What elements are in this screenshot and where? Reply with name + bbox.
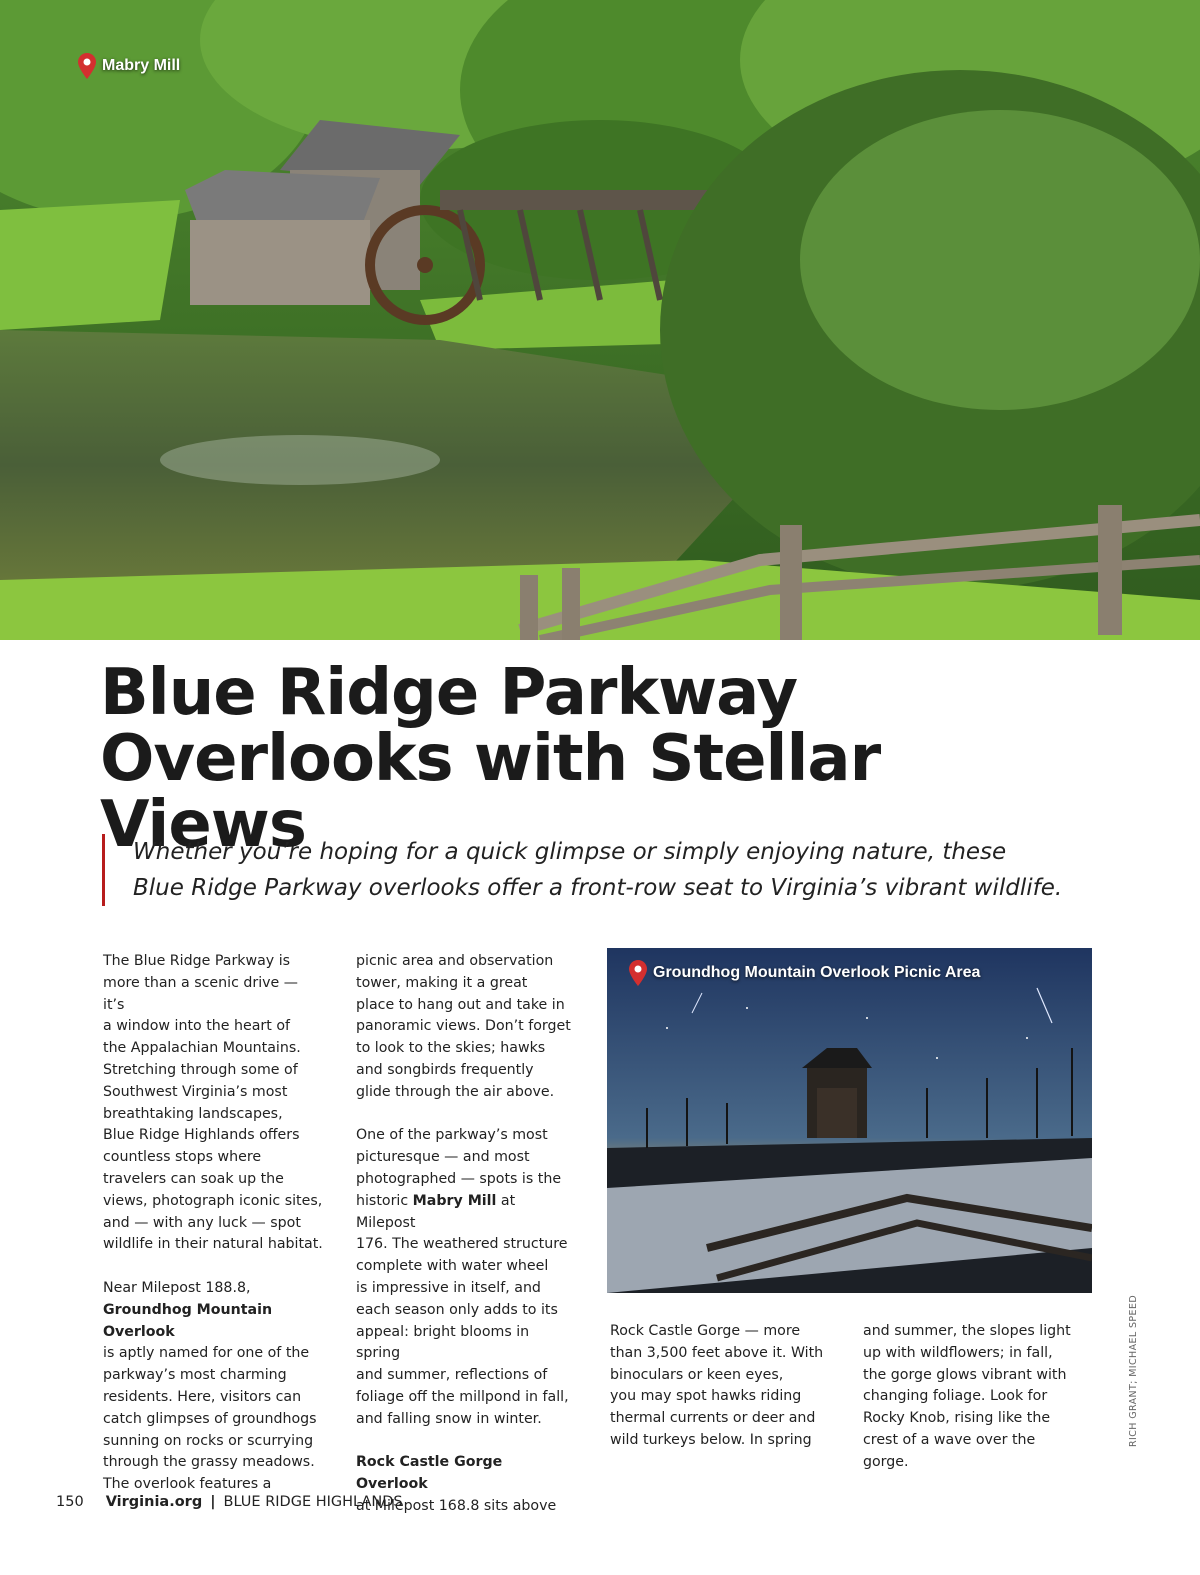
col3-line: thermal currents or deer and [610, 1410, 816, 1427]
col1-p1-line: The Blue Ridge Parkway is [103, 953, 291, 969]
deck-line-2: Blue Ridge Parkway overlooks offer a front-row seat to Virginia’s vibrant wildlife. [133, 875, 1063, 901]
col2-p2-line: photographed — spots is the [356, 1170, 562, 1187]
col2-p1-line: panoramic views. Don’t forget [356, 1018, 571, 1035]
page-footer [56, 1494, 403, 1510]
hero-illustration [0, 0, 1200, 640]
col3-line: than 3,500 feet above it. With [610, 1344, 824, 1361]
col4-line: the gorge glows vibrant with [863, 1366, 1067, 1383]
col1-p1-line: countless stops where [103, 1149, 262, 1166]
body-column-2 [356, 951, 576, 1540]
footer-section: BLUE RIDGE HIGHLANDS [223, 1494, 403, 1510]
col2-p1-line: picnic area and observation [356, 953, 554, 969]
groundhog-mountain-overlook-bold: Groundhog Mountain Overlook [103, 1301, 273, 1340]
col1-p2-line: Near Milepost 188.8, [103, 1279, 251, 1296]
col4-line: and summer, the slopes light [863, 1323, 1071, 1339]
col1-p2-line: residents. Here, visitors can [103, 1388, 302, 1405]
col1-p1-line: Stretching through some of [103, 1061, 298, 1078]
mabry-mill-location-label [78, 53, 180, 79]
col2-paragraph-2 [356, 1125, 576, 1430]
groundhog-label-text: Groundhog Mountain Overlook Picnic Area [653, 964, 981, 981]
col2-p2-line: 176. The weathered structure [356, 1236, 568, 1253]
col1-p2-line: catch glimpses of groundhogs [103, 1410, 317, 1427]
col4-line: Rocky Knob, rising like the [863, 1410, 1051, 1427]
col3-paragraph [610, 1321, 830, 1452]
col1-p1-line: Blue Ridge Highlands offers [103, 1127, 300, 1144]
col2-p2-line: foliage off the millpond in fall, [356, 1388, 569, 1405]
col1-p2-line: sunning on rocks or scurrying [103, 1432, 314, 1449]
col4-line: crest of a wave over the gorge. [863, 1431, 1036, 1470]
col1-paragraph-1 [103, 951, 323, 1256]
photo-credit: RICH GRANT; MICHAEL SPEED [1128, 1294, 1139, 1447]
map-pin-icon [78, 53, 96, 79]
col1-p2-line: through the grassy meadows. [103, 1454, 315, 1471]
col2-p2-line: each season only adds to its [356, 1301, 558, 1318]
col2-p2-line: complete with water wheel [356, 1258, 549, 1275]
col1-p1-line: views, photograph iconic sites, [103, 1192, 323, 1209]
col2-p2-post: at Milepost [356, 1192, 516, 1231]
groundhog-location-label [629, 960, 980, 986]
night-tower-illustration [607, 948, 1092, 1293]
col2-p1-line: tower, making it a great [356, 974, 528, 991]
article-deck [102, 834, 1113, 906]
col3-line: binoculars or keen eyes, [610, 1366, 784, 1383]
headline-line-2: Overlooks with Stellar Views [100, 722, 881, 862]
col2-p2-line: and falling snow in winter. [356, 1410, 542, 1427]
deck-line-1: Whether you’re hoping for a quick glimpse or simply enjoying nature, these [133, 839, 1007, 865]
footer-separator: | [210, 1494, 216, 1510]
col1-p2-line: parkway’s most charming [103, 1367, 287, 1384]
col1-p2-line: is aptly named for one of the [103, 1345, 310, 1362]
col2-p3-line: at Milepost 168.8 sits above [356, 1497, 557, 1514]
col2-p1-line: place to hang out and take in [356, 996, 565, 1013]
col3-line: you may spot hawks riding [610, 1388, 802, 1405]
col4-line: up with wildflowers; in fall, [863, 1344, 1053, 1361]
col4-line: changing foliage. Look for [863, 1388, 1048, 1405]
col2-p2-line: picturesque — and most [356, 1149, 530, 1166]
headline-line-1: Blue Ridge Parkway [100, 656, 798, 730]
col1-p1-line: the Appalachian Mountains. [103, 1040, 301, 1057]
col2-p2-line: and summer, reflections of [356, 1367, 548, 1384]
col1-p2-line: The overlook features a [103, 1476, 272, 1493]
col2-p2-pre: historic [356, 1192, 413, 1209]
groundhog-mountain-photo [607, 948, 1092, 1293]
col2-p1-line: glide through the air above. [356, 1083, 555, 1100]
col2-p2-line: is impressive in itself, and [356, 1279, 541, 1296]
col1-p1-line: Southwest Virginia’s most [103, 1083, 288, 1100]
article-headline [100, 656, 1100, 862]
footer-site-link[interactable]: Virginia.org [105, 1494, 203, 1510]
col2-paragraph-1 [356, 951, 576, 1104]
col1-p1-line: more than a scenic drive — it’s [103, 974, 298, 1013]
rock-castle-gorge-overlook-bold: Rock Castle Gorge Overlook [356, 1454, 503, 1493]
body-column-1 [103, 951, 323, 1518]
col2-p1-line: and songbirds frequently [356, 1061, 534, 1078]
body-column-3 [610, 1321, 830, 1474]
col1-p1-line: and — with any luck — spot [103, 1214, 301, 1231]
map-pin-icon [629, 960, 647, 986]
mabry-mill-label-text: Mabry Mill [102, 57, 181, 74]
page-number: 150 [56, 1494, 84, 1510]
col1-p1-line: travelers can soak up the [103, 1170, 284, 1187]
body-column-4 [863, 1321, 1083, 1495]
col1-p1-line: a window into the heart of [103, 1018, 291, 1035]
col4-paragraph [863, 1321, 1083, 1474]
col2-p2-line: One of the parkway’s most [356, 1127, 548, 1144]
col3-line: Rock Castle Gorge — more [610, 1323, 801, 1339]
mabry-mill-bold: Mabry Mill [412, 1192, 497, 1209]
col1-paragraph-2 [103, 1278, 323, 1496]
col2-p1-line: to look to the skies; hawks [356, 1040, 546, 1057]
col2-p2-line: appeal: bright blooms in spring [356, 1323, 530, 1362]
col3-line: wild turkeys below. In spring [610, 1431, 812, 1448]
col1-p1-line: breathtaking landscapes, [103, 1105, 283, 1122]
hero-photo-mabry-mill [0, 0, 1200, 640]
col1-p1-line: wildlife in their natural habitat. [103, 1236, 323, 1253]
